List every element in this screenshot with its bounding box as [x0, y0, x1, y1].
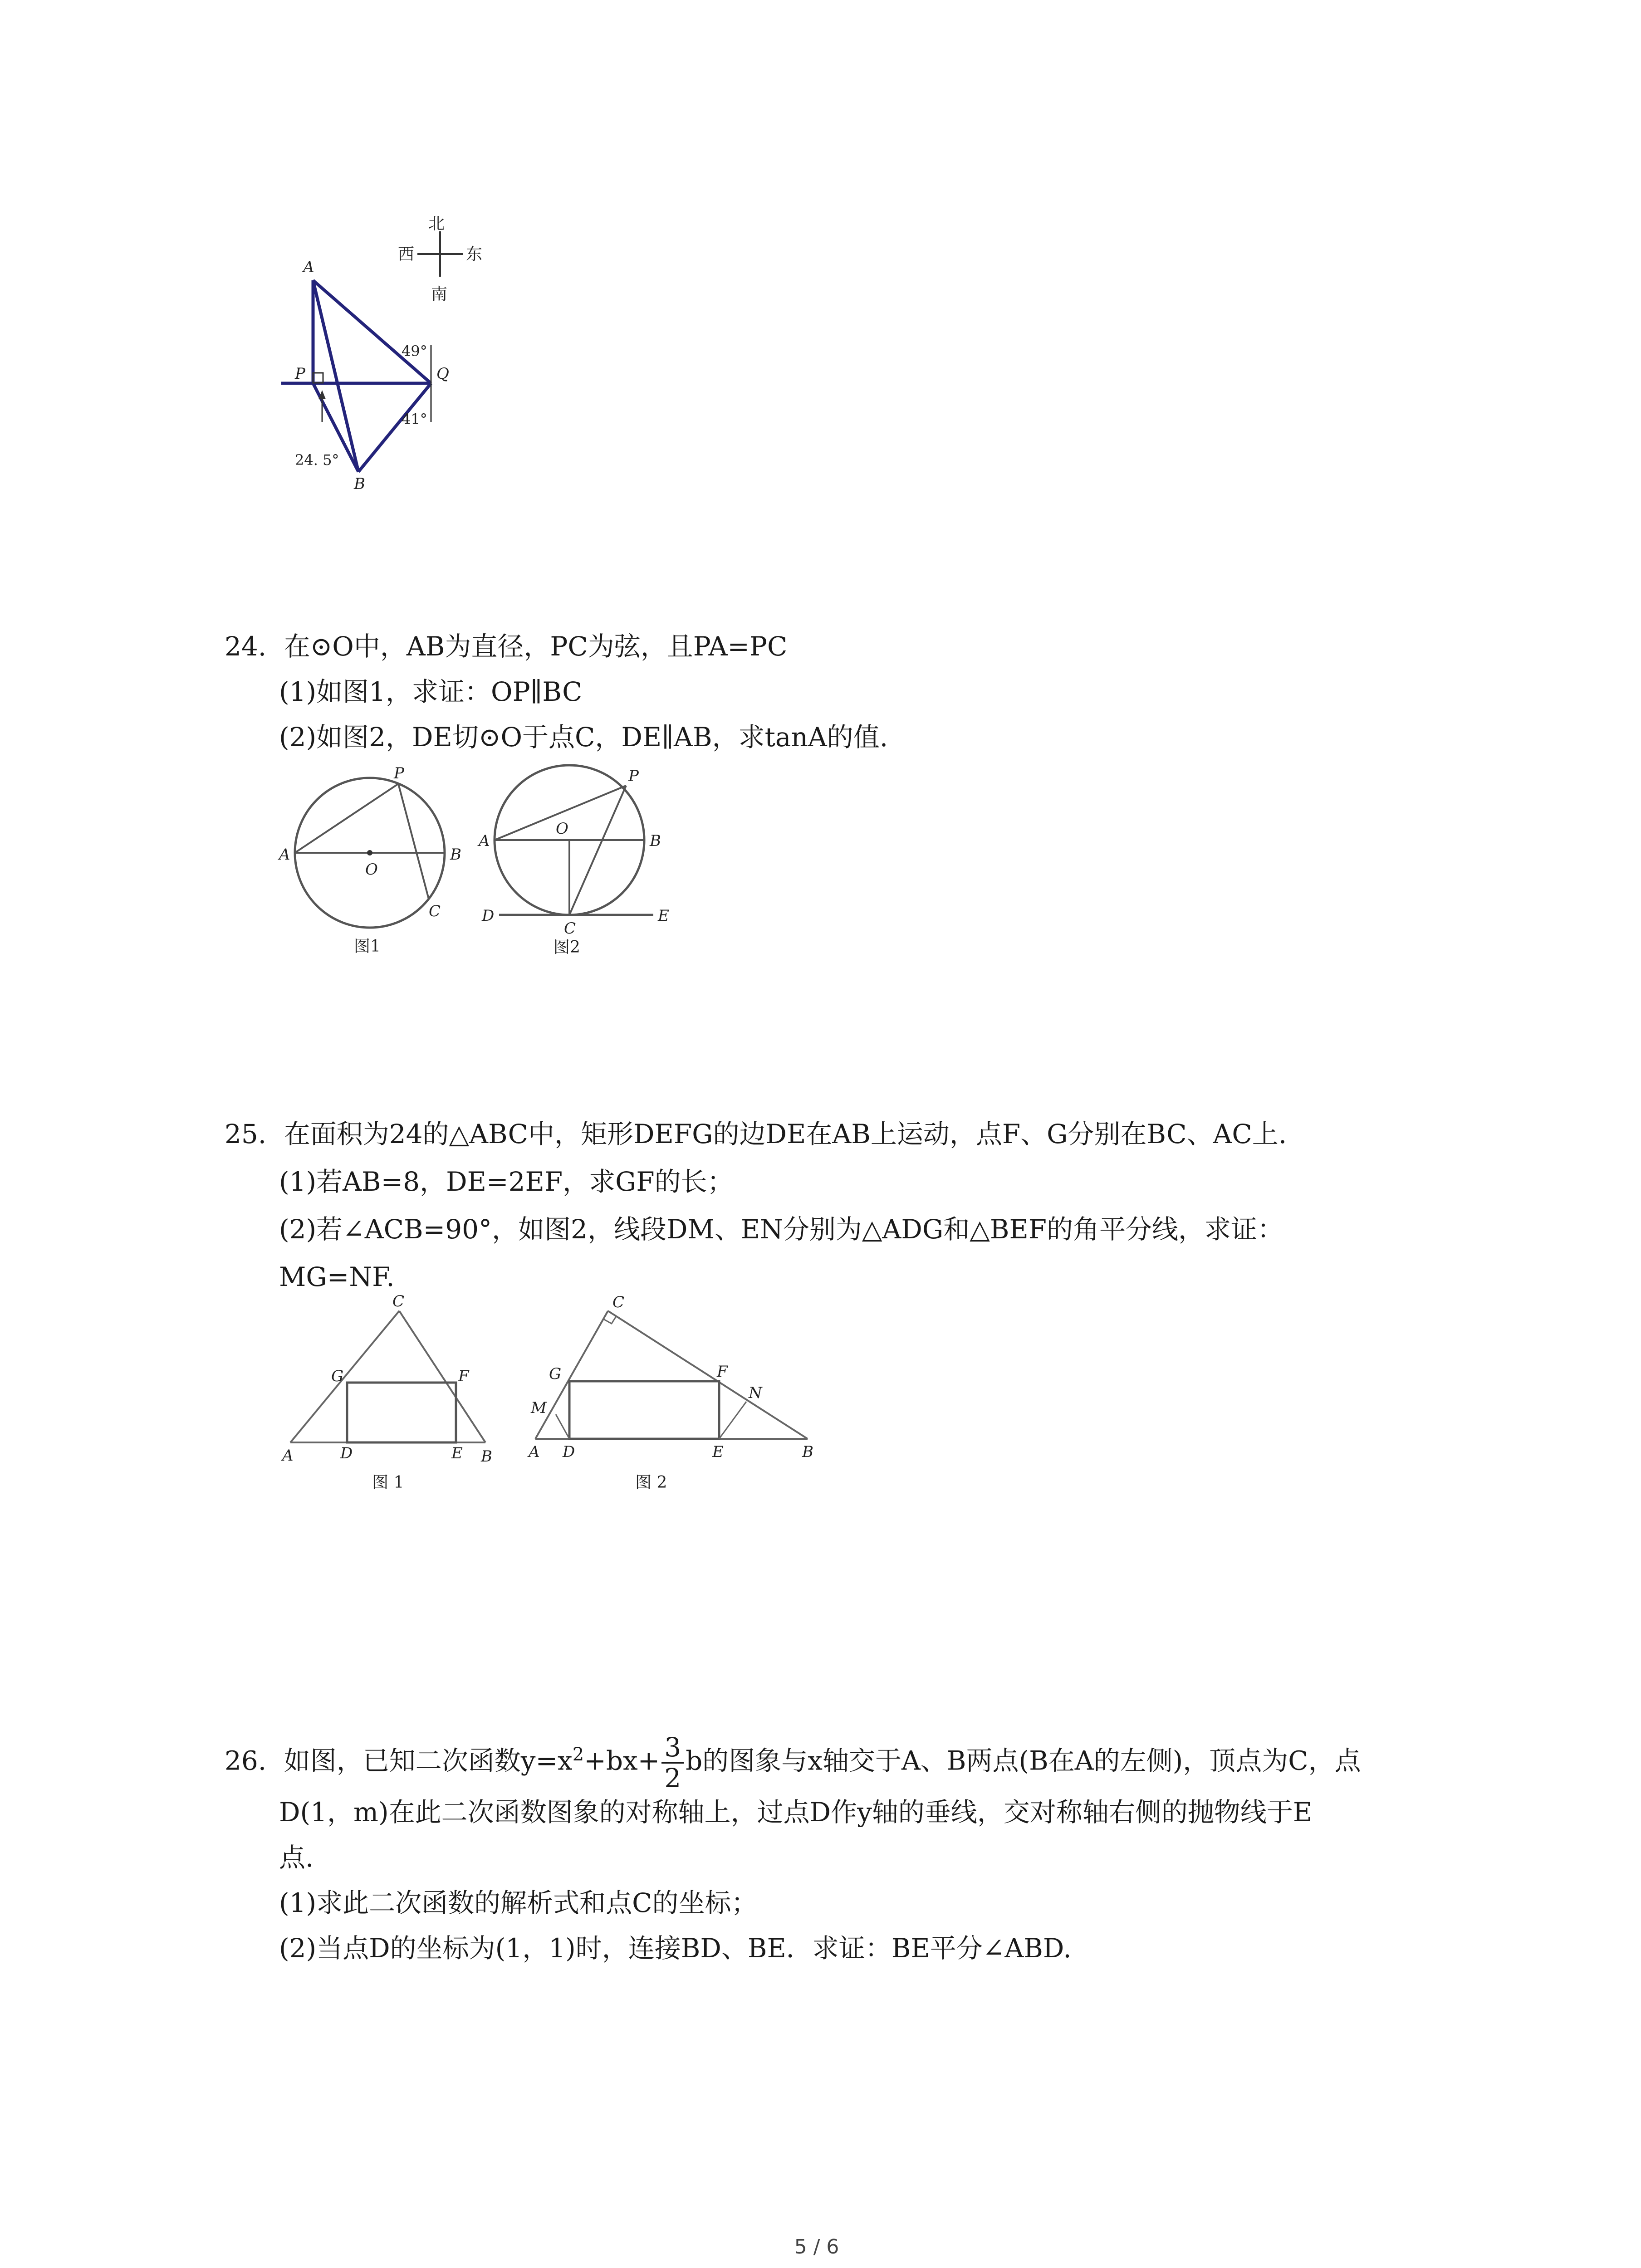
q25-fig1-label-E: E — [451, 1444, 463, 1462]
q25-part2a: (2)若∠ACB=90°，如图2，线段DM、EN分别为△ADG和△BEF的角平分线，求证： — [279, 1214, 1284, 1245]
q25-text: 在面积为24的△ABC中，矩形DEFG的边DE在AB上运动，点F、G分别在BC、AC上. — [284, 1119, 1287, 1149]
q24-fig2-label-A: A — [479, 832, 490, 850]
q26-frac-num: 3 — [661, 1733, 684, 1764]
q23-figure — [268, 209, 504, 499]
q24-fig2-label-O: O — [556, 820, 568, 838]
q24-figure-1 — [272, 762, 472, 962]
compass-north: 北 — [428, 215, 445, 233]
q25-line1 — [225, 1116, 1287, 1152]
q24-number: 24. — [225, 631, 267, 662]
q26-part2: (2)当点D的坐标为(1，1)时，连接BD、BE．求证：BE平分∠ABD. — [279, 1933, 1072, 1964]
q25-fig1-label-F: F — [458, 1367, 469, 1385]
q25-fig2-label-A: A — [529, 1443, 540, 1461]
q25-fig2-label-D: D — [563, 1443, 575, 1461]
fig23-label-Q: Q — [436, 365, 449, 383]
q24-fig2-label-P: P — [628, 767, 639, 785]
q24-fig2-label-E: E — [658, 907, 669, 925]
page-number: 5 / 6 — [794, 2235, 839, 2258]
q25-part2b: MG=NF. — [279, 1261, 395, 1292]
q26-exponent: 2 — [572, 1744, 584, 1765]
q25-fig2-caption: 图 2 — [635, 1473, 667, 1492]
q26-line2: D(1，m)在此二次函数图象的对称轴上，过点D作y轴的垂线，交对称轴右侧的抛物线于E — [279, 1797, 1313, 1828]
q25-fig2-label-E: E — [712, 1443, 724, 1461]
q24-part1: (1)如图1，求证：OP∥BC — [279, 676, 583, 707]
compass-east: 东 — [465, 245, 483, 264]
q25-fig2-label-F: F — [717, 1363, 728, 1381]
q24-fig2-caption: 图2 — [554, 938, 580, 957]
q25-figure-1 — [277, 1293, 504, 1501]
q25-fig2-label-C: C — [612, 1293, 625, 1311]
q26-number: 26. — [225, 1745, 267, 1776]
q26-line1 — [225, 1727, 1361, 1793]
q24-figure-2 — [472, 753, 699, 962]
q25-fig1-label-B: B — [481, 1447, 492, 1466]
fig23-angle-41: 41° — [402, 411, 427, 428]
q24-fig1-caption: 图1 — [354, 937, 381, 956]
q24-fig2-label-B: B — [650, 832, 661, 850]
q24-fig2-label-C: C — [564, 919, 576, 938]
q26-text-after: b的图象与x轴交于A、B两点(B在A的左侧)，顶点为C，点 — [686, 1745, 1361, 1776]
fig23-label-P: P — [295, 365, 305, 383]
q25-fig1-label-G: G — [331, 1367, 344, 1385]
fig23-angle-24-5: 24. 5° — [295, 451, 339, 469]
q25-fig2-label-B: B — [802, 1443, 813, 1461]
q25-number: 25. — [225, 1119, 267, 1149]
q25-fig1-label-D: D — [340, 1444, 353, 1462]
fig23-label-A: A — [303, 258, 314, 276]
q26-fraction — [661, 1733, 684, 1793]
q24-fig1-label-O: O — [365, 860, 378, 879]
q24-fig1-label-C: C — [429, 902, 441, 920]
compass-south: 南 — [431, 285, 448, 303]
fig23-angle-49: 49° — [402, 342, 427, 360]
q25-figure-2 — [526, 1293, 826, 1501]
q24-fig1-label-P: P — [394, 764, 404, 782]
q24-fig2-label-D: D — [482, 907, 495, 925]
fig23-label-B: B — [354, 475, 365, 493]
q26-frac-den: 2 — [664, 1763, 681, 1794]
q24-text: 在⊙O中，AB为直径，PC为弦，且PA=PC — [284, 631, 788, 662]
q24-line1 — [225, 628, 787, 665]
q24-part2: (2)如图2，DE切⊙O于点C，DE∥AB，求tanA的值. — [279, 722, 888, 753]
q25-fig1-label-A: A — [282, 1447, 294, 1465]
q26-line3: 点. — [279, 1842, 314, 1873]
q25-fig2-label-M: M — [531, 1399, 547, 1417]
q25-fig1-caption: 图 1 — [372, 1473, 404, 1492]
compass-west: 西 — [397, 245, 415, 264]
q26-text-before: 如图，已知二次函数y=x — [284, 1745, 573, 1776]
q26-part1: (1)求此二次函数的解析式和点C的坐标； — [279, 1887, 758, 1918]
q26-text-mid: +bx+ — [584, 1745, 660, 1776]
q25-fig2-label-N: N — [749, 1384, 762, 1402]
q24-fig1-label-A: A — [279, 846, 290, 864]
q24-fig1-label-B: B — [450, 846, 461, 864]
q25-fig2-label-G: G — [549, 1365, 562, 1383]
q25-part1: (1)若AB=8，DE=2EF，求GF的长； — [279, 1166, 734, 1197]
q25-fig1-label-C: C — [392, 1293, 405, 1310]
